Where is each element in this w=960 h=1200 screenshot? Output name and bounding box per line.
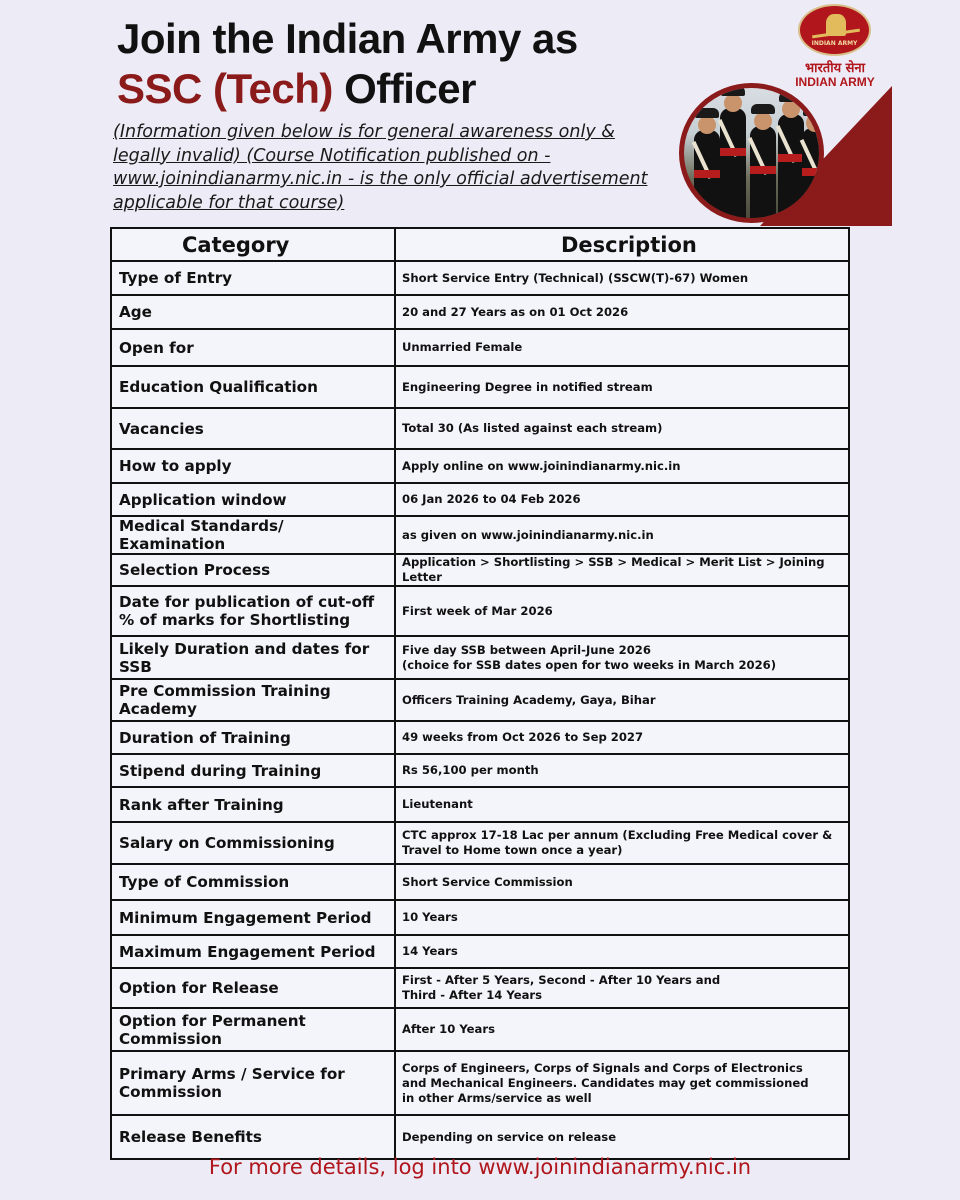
table-row: [111, 787, 849, 822]
row-category: Duration of Training: [111, 721, 395, 754]
emblem-text: INDIAN ARMY: [811, 40, 858, 47]
cadets-photo: [679, 83, 824, 223]
table-row: [111, 754, 849, 787]
soldier-figure: [694, 130, 720, 223]
row-description: First week of Mar 2026: [395, 586, 849, 636]
row-category: Option for Release: [111, 968, 395, 1008]
brand-english-text: INDIAN ARMY: [795, 75, 875, 89]
table-row: [111, 261, 849, 295]
title-rest: Officer: [332, 65, 476, 112]
table-row: [111, 483, 849, 516]
row-category: Open for: [111, 329, 395, 366]
row-description: Officers Training Academy, Gaya, Bihar: [395, 679, 849, 721]
row-description: as given on www.joinindianarmy.nic.in: [395, 516, 849, 554]
table-row: [111, 721, 849, 754]
table-header-row: [111, 228, 849, 261]
row-description: 10 Years: [395, 900, 849, 935]
title-line-1: Join the Indian Army as: [117, 15, 578, 62]
table-body: [111, 261, 849, 1159]
table-row: [111, 900, 849, 935]
row-description: Application > Shortlisting > SSB > Medical > Merit List > Joining Letter: [395, 554, 849, 586]
row-description: Short Service Entry (Technical) (SSCW(T)-67) Women: [395, 261, 849, 295]
row-category: Type of Commission: [111, 864, 395, 900]
row-description: Corps of Engineers, Corps of Signals and Corps of Electronics and Mechanical Engineers. Candidates may get commissioned in other Arms/service as well: [395, 1051, 849, 1115]
row-description: CTC approx 17-18 Lac per annum (Excluding Free Medical cover & Travel to Home town once a year): [395, 822, 849, 864]
row-category: Type of Entry: [111, 261, 395, 295]
row-description: 20 and 27 Years as on 01 Oct 2026: [395, 295, 849, 329]
row-category: Maximum Engagement Period: [111, 935, 395, 968]
title-line-2: [117, 64, 578, 114]
table-row: [111, 1008, 849, 1051]
header-description: Description: [395, 228, 849, 261]
row-description: Lieutenant: [395, 787, 849, 822]
table-row: [111, 408, 849, 449]
soldier-figure: [720, 108, 746, 223]
indian-army-emblem-icon: [798, 4, 871, 56]
row-category: Pre Commission Training Academy: [111, 679, 395, 721]
row-category: Application window: [111, 483, 395, 516]
row-description: Short Service Commission: [395, 864, 849, 900]
table-row: [111, 554, 849, 586]
row-category: Salary on Commissioning: [111, 822, 395, 864]
row-description: 49 weeks from Oct 2026 to Sep 2027: [395, 721, 849, 754]
soldier-figure: [778, 114, 804, 223]
row-category: Medical Standards/ Examination: [111, 516, 395, 554]
table-row: [111, 295, 849, 329]
row-description: Apply online on www.joinindianarmy.nic.in: [395, 449, 849, 483]
table-row: [111, 1051, 849, 1115]
table-row: [111, 366, 849, 408]
row-category: Minimum Engagement Period: [111, 900, 395, 935]
row-description: Total 30 (As listed against each stream): [395, 408, 849, 449]
row-category: Education Qualification: [111, 366, 395, 408]
page-title: [117, 14, 578, 114]
row-category: How to apply: [111, 449, 395, 483]
row-category: Selection Process: [111, 554, 395, 586]
table-row: [111, 864, 849, 900]
row-description: Engineering Degree in notified stream: [395, 366, 849, 408]
table-row: [111, 449, 849, 483]
header-category: Category: [111, 228, 395, 261]
title-accent: SSC (Tech): [117, 65, 333, 112]
soldier-figure: [750, 126, 776, 223]
row-description: 14 Years: [395, 935, 849, 968]
table-row: [111, 935, 849, 968]
row-category: Age: [111, 295, 395, 329]
row-category: Rank after Training: [111, 787, 395, 822]
row-category: Date for publication of cut-off % of marks for Shortlisting: [111, 586, 395, 636]
brand-hindi-text: भारतीय सेना: [804, 61, 866, 76]
footer-link-text: For more details, log into www.joinindianarmy.nic.in: [208, 1155, 752, 1179]
table-row: [111, 968, 849, 1008]
table-row: [111, 586, 849, 636]
table-row: [111, 329, 849, 366]
row-description: Five day SSB between April-June 2026 (choice for SSB dates open for two weeks in March 2026): [395, 636, 849, 679]
row-description: Depending on service on release: [395, 1115, 849, 1159]
row-description: First - After 5 Years, Second - After 10 Years and Third - After 14 Years: [395, 968, 849, 1008]
row-category: Stipend during Training: [111, 754, 395, 787]
row-category: Likely Duration and dates for SSB: [111, 636, 395, 679]
row-description: After 10 Years: [395, 1008, 849, 1051]
row-category: Option for Permanent Commission: [111, 1008, 395, 1051]
row-category: Primary Arms / Service for Commission: [111, 1051, 395, 1115]
course-info-table: [110, 227, 850, 1160]
table-row: [111, 516, 849, 554]
row-description: Unmarried Female: [395, 329, 849, 366]
row-description: 06 Jan 2026 to 04 Feb 2026: [395, 483, 849, 516]
disclaimer-text: (Information given below is for general awareness only & legally invalid) (Course Notification published on - www.joinindianarmy.nic.in - is the only official advertisement applicable for that course): [113, 122, 648, 213]
row-category: Vacancies: [111, 408, 395, 449]
table-row: [111, 822, 849, 864]
row-description: Rs 56,100 per month: [395, 754, 849, 787]
table-row: [111, 636, 849, 679]
row-category: Release Benefits: [111, 1115, 395, 1159]
table-row: [111, 1115, 849, 1159]
table-row: [111, 679, 849, 721]
